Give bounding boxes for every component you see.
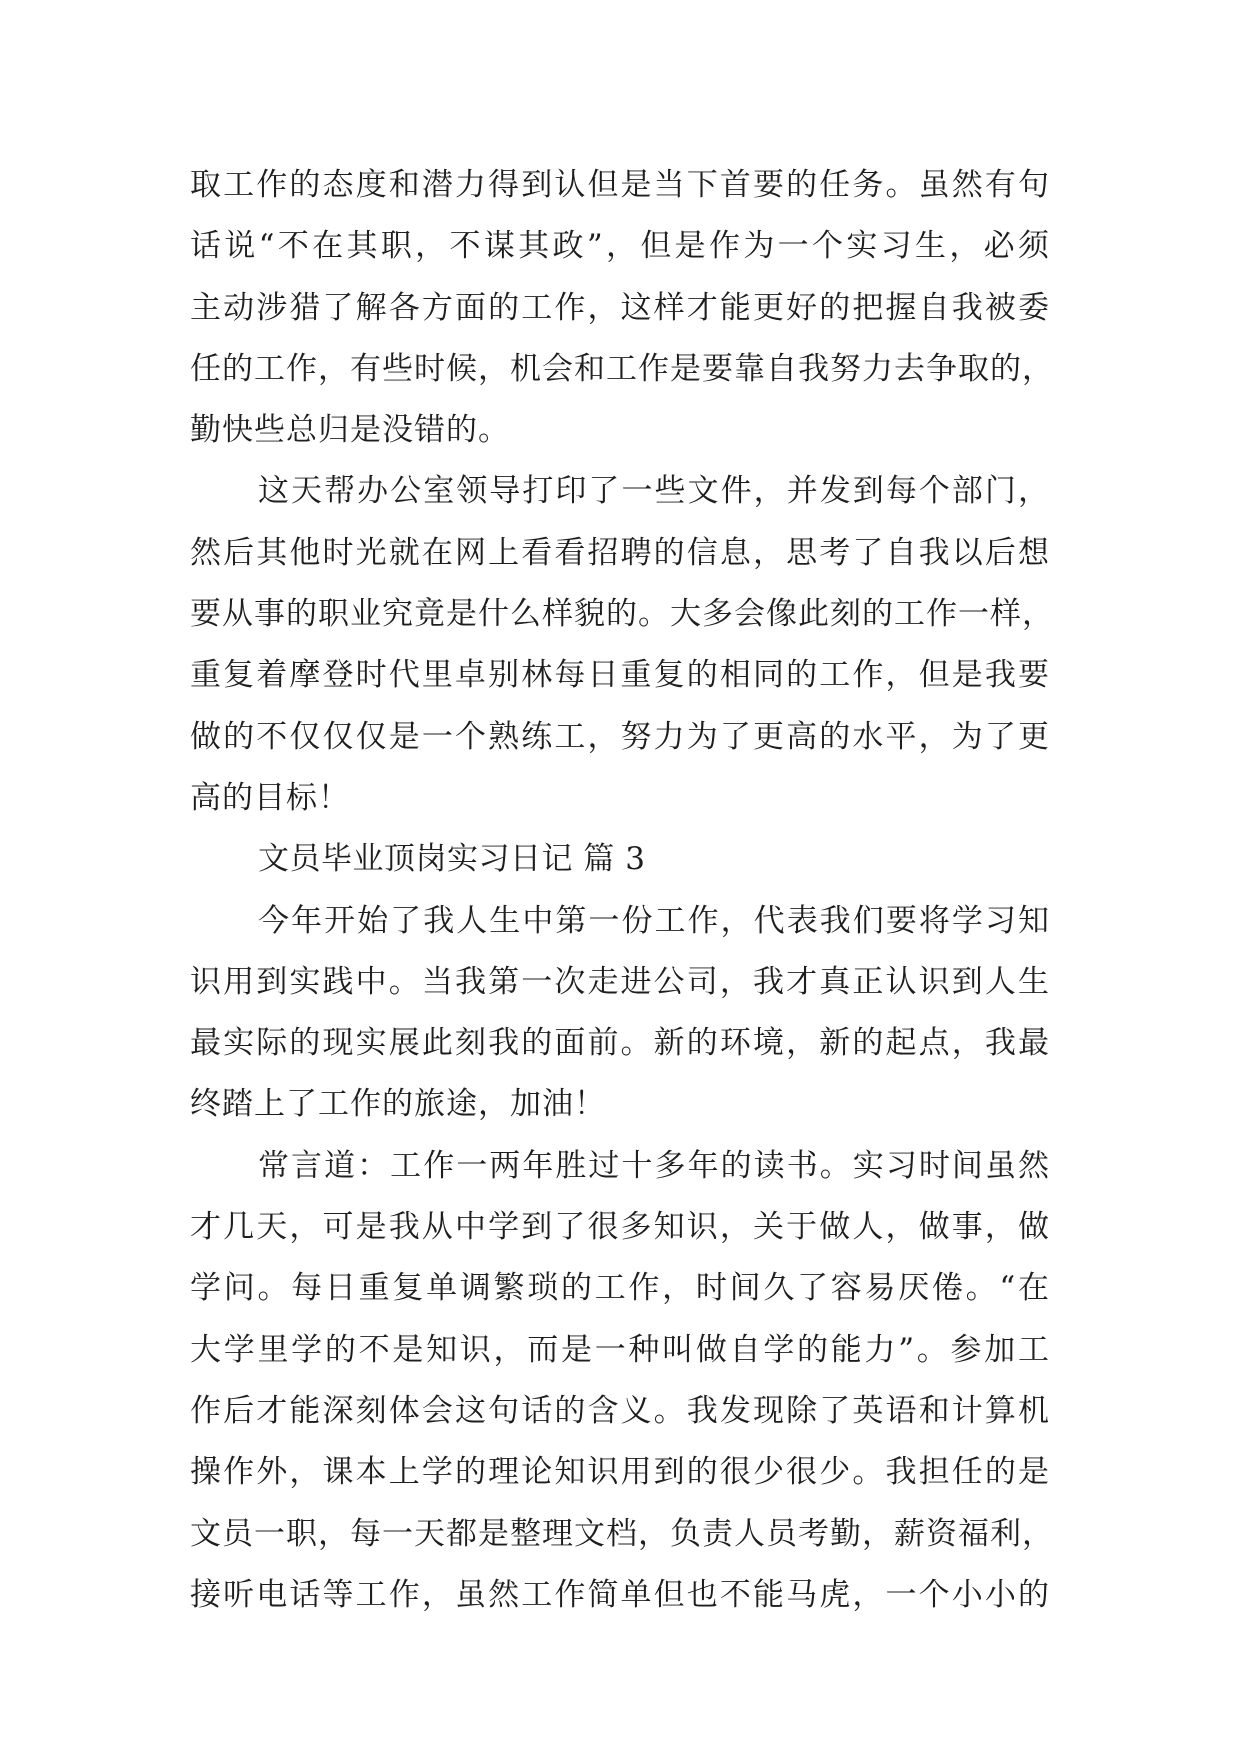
paragraph-line: 要从事的职业究竟是什么样貌的。大多会像此刻的工作一样，: [190, 596, 1054, 633]
paragraph-line: 主动涉猎了解各方面的工作，这样才能更好的把握自我被委: [190, 289, 1050, 326]
paragraph-line: 这天帮办公室领导打印了一些文件，并发到每个部门，: [258, 473, 1050, 510]
paragraph-line: 大学里学的不是知识，而是一种叫做自学的能力”。参加工: [190, 1331, 1050, 1368]
paragraph-line: 话说“不在其职，不谋其政”，但是作为一个实习生，必须: [190, 228, 1050, 265]
paragraph-line: 识用到实践中。当我第一次走进公司，我才真正认识到人生: [190, 963, 1050, 1000]
paragraph-line: 高的目标！: [190, 779, 350, 816]
paragraph-line: 操作外，课本上学的理论知识用到的很少很少。我担任的是: [190, 1454, 1050, 1491]
paragraph-line: 文员一职，每一天都是整理文档，负责人员考勤，薪资福利，: [190, 1515, 1054, 1552]
paragraph-line: 任的工作，有些时候，机会和工作是要靠自我努力去争取的，: [190, 350, 1054, 387]
paragraph-line: 然后其他时光就在网上看看招聘的信息，思考了自我以后想: [190, 534, 1050, 571]
paragraph-line: 才几天，可是我从中学到了很多知识，关于做人，做事，做: [190, 1209, 1050, 1246]
section-heading: 文员毕业顶岗实习日记 篇 3: [258, 841, 646, 878]
paragraph-line: 勤快些总归是没错的。: [190, 412, 510, 449]
document-body: [190, 155, 1054, 1626]
paragraph-line: 做的不仅仅仅是一个熟练工，努力为了更高的水平，为了更: [190, 718, 1050, 755]
paragraph-line: 重复着摩登时代里卓别林每日重复的相同的工作，但是我要: [190, 657, 1050, 694]
paragraph-line: 常言道：工作一两年胜过十多年的读书。实习时间虽然: [258, 1147, 1050, 1184]
paragraph-line: 今年开始了我人生中第一份工作，代表我们要将学习知: [258, 902, 1050, 939]
paragraph-line: 接听电话等工作，虽然工作简单但也不能马虎，一个小小的: [190, 1576, 1050, 1613]
paragraph-line: 取工作的态度和潜力得到认但是当下首要的任务。虽然有句: [190, 167, 1050, 203]
paragraph-line: 最实际的现实展此刻我的面前。新的环境，新的起点，我最: [190, 1025, 1050, 1062]
paragraph-line: 作后才能深刻体会这句话的含义。我发现除了英语和计算机: [190, 1392, 1050, 1429]
paragraph-line: 学问。每日重复单调繁琐的工作，时间久了容易厌倦。“在: [190, 1270, 1050, 1307]
paragraph-line: 终踏上了工作的旅途，加油！: [190, 1086, 606, 1123]
